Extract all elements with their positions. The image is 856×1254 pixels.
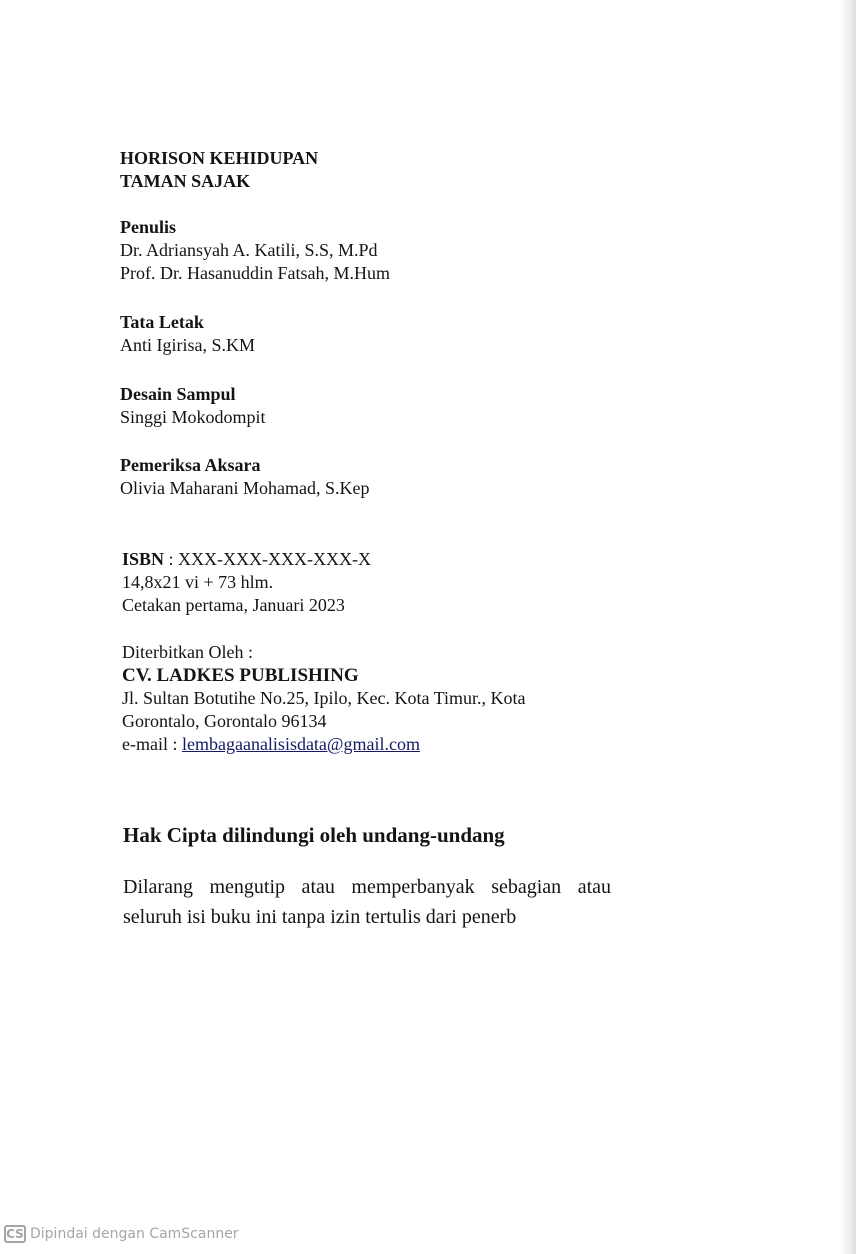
title-line-2: TAMAN SAJAK	[120, 171, 251, 191]
publisher-address-2: Gorontalo, Gorontalo 96134	[122, 711, 327, 731]
isbn-section	[122, 548, 371, 617]
desain-sampul-name: Singgi Mokodompit	[120, 407, 266, 427]
publisher-name: CV. LADKES PUBLISHING	[122, 665, 359, 686]
pemeriksa-aksara-name: Olivia Maharani Mohamad, S.Kep	[120, 478, 370, 498]
publisher-label: Diterbitkan Oleh :	[122, 642, 253, 662]
desain-sampul-section	[120, 383, 266, 429]
isbn-line	[122, 548, 371, 571]
tata-letak-label: Tata Letak	[120, 312, 204, 332]
penulis-section	[120, 216, 390, 285]
email-link[interactable]: lembagaanalisisdata@gmail.com	[181, 734, 420, 754]
email-label: e-mail :	[122, 734, 182, 754]
isbn-value: : XXX-XXX-XXX-XXX-X	[168, 549, 371, 569]
tata-letak-section	[120, 311, 255, 357]
publisher-address-1: Jl. Sultan Botutihe No.25, Ipilo, Kec. Kota Timur., Kota	[122, 688, 526, 708]
book-size: 14,8x21 vi + 73 hlm.	[122, 572, 274, 592]
pemeriksa-aksara-section	[120, 454, 369, 500]
camscanner-logo-icon: CS	[4, 1225, 26, 1243]
penulis-name-2: Prof. Dr. Hasanuddin Fatsah, M.Hum	[120, 263, 390, 283]
copyright-text: Dilarang mengutip atau memperbanyak sebagian atau seluruh isi buku ini tanpa izin tertulis dari penerb	[123, 876, 611, 928]
penulis-label: Penulis	[120, 217, 177, 237]
book-title	[120, 147, 318, 193]
tata-letak-name: Anti Igirisa, S.KM	[120, 335, 255, 355]
publisher-email-line	[122, 733, 526, 756]
page-edge-shadow	[842, 0, 856, 1254]
desain-sampul-label: Desain Sampul	[120, 384, 236, 404]
isbn-label: ISBN	[122, 549, 165, 569]
camscanner-watermark	[4, 1225, 239, 1243]
pemeriksa-aksara-label: Pemeriksa Aksara	[120, 455, 261, 475]
penulis-name-1: Dr. Adriansyah A. Katili, S.S, M.Pd	[120, 240, 378, 260]
copyright-heading: Hak Cipta dilindungi oleh undang-undang	[123, 823, 505, 847]
watermark-text: Dipindai dengan CamScanner	[30, 1226, 239, 1242]
publisher-section	[122, 641, 526, 756]
title-line-1: HORISON KEHIDUPAN	[120, 148, 319, 168]
edition: Cetakan pertama, Januari 2023	[122, 595, 345, 615]
